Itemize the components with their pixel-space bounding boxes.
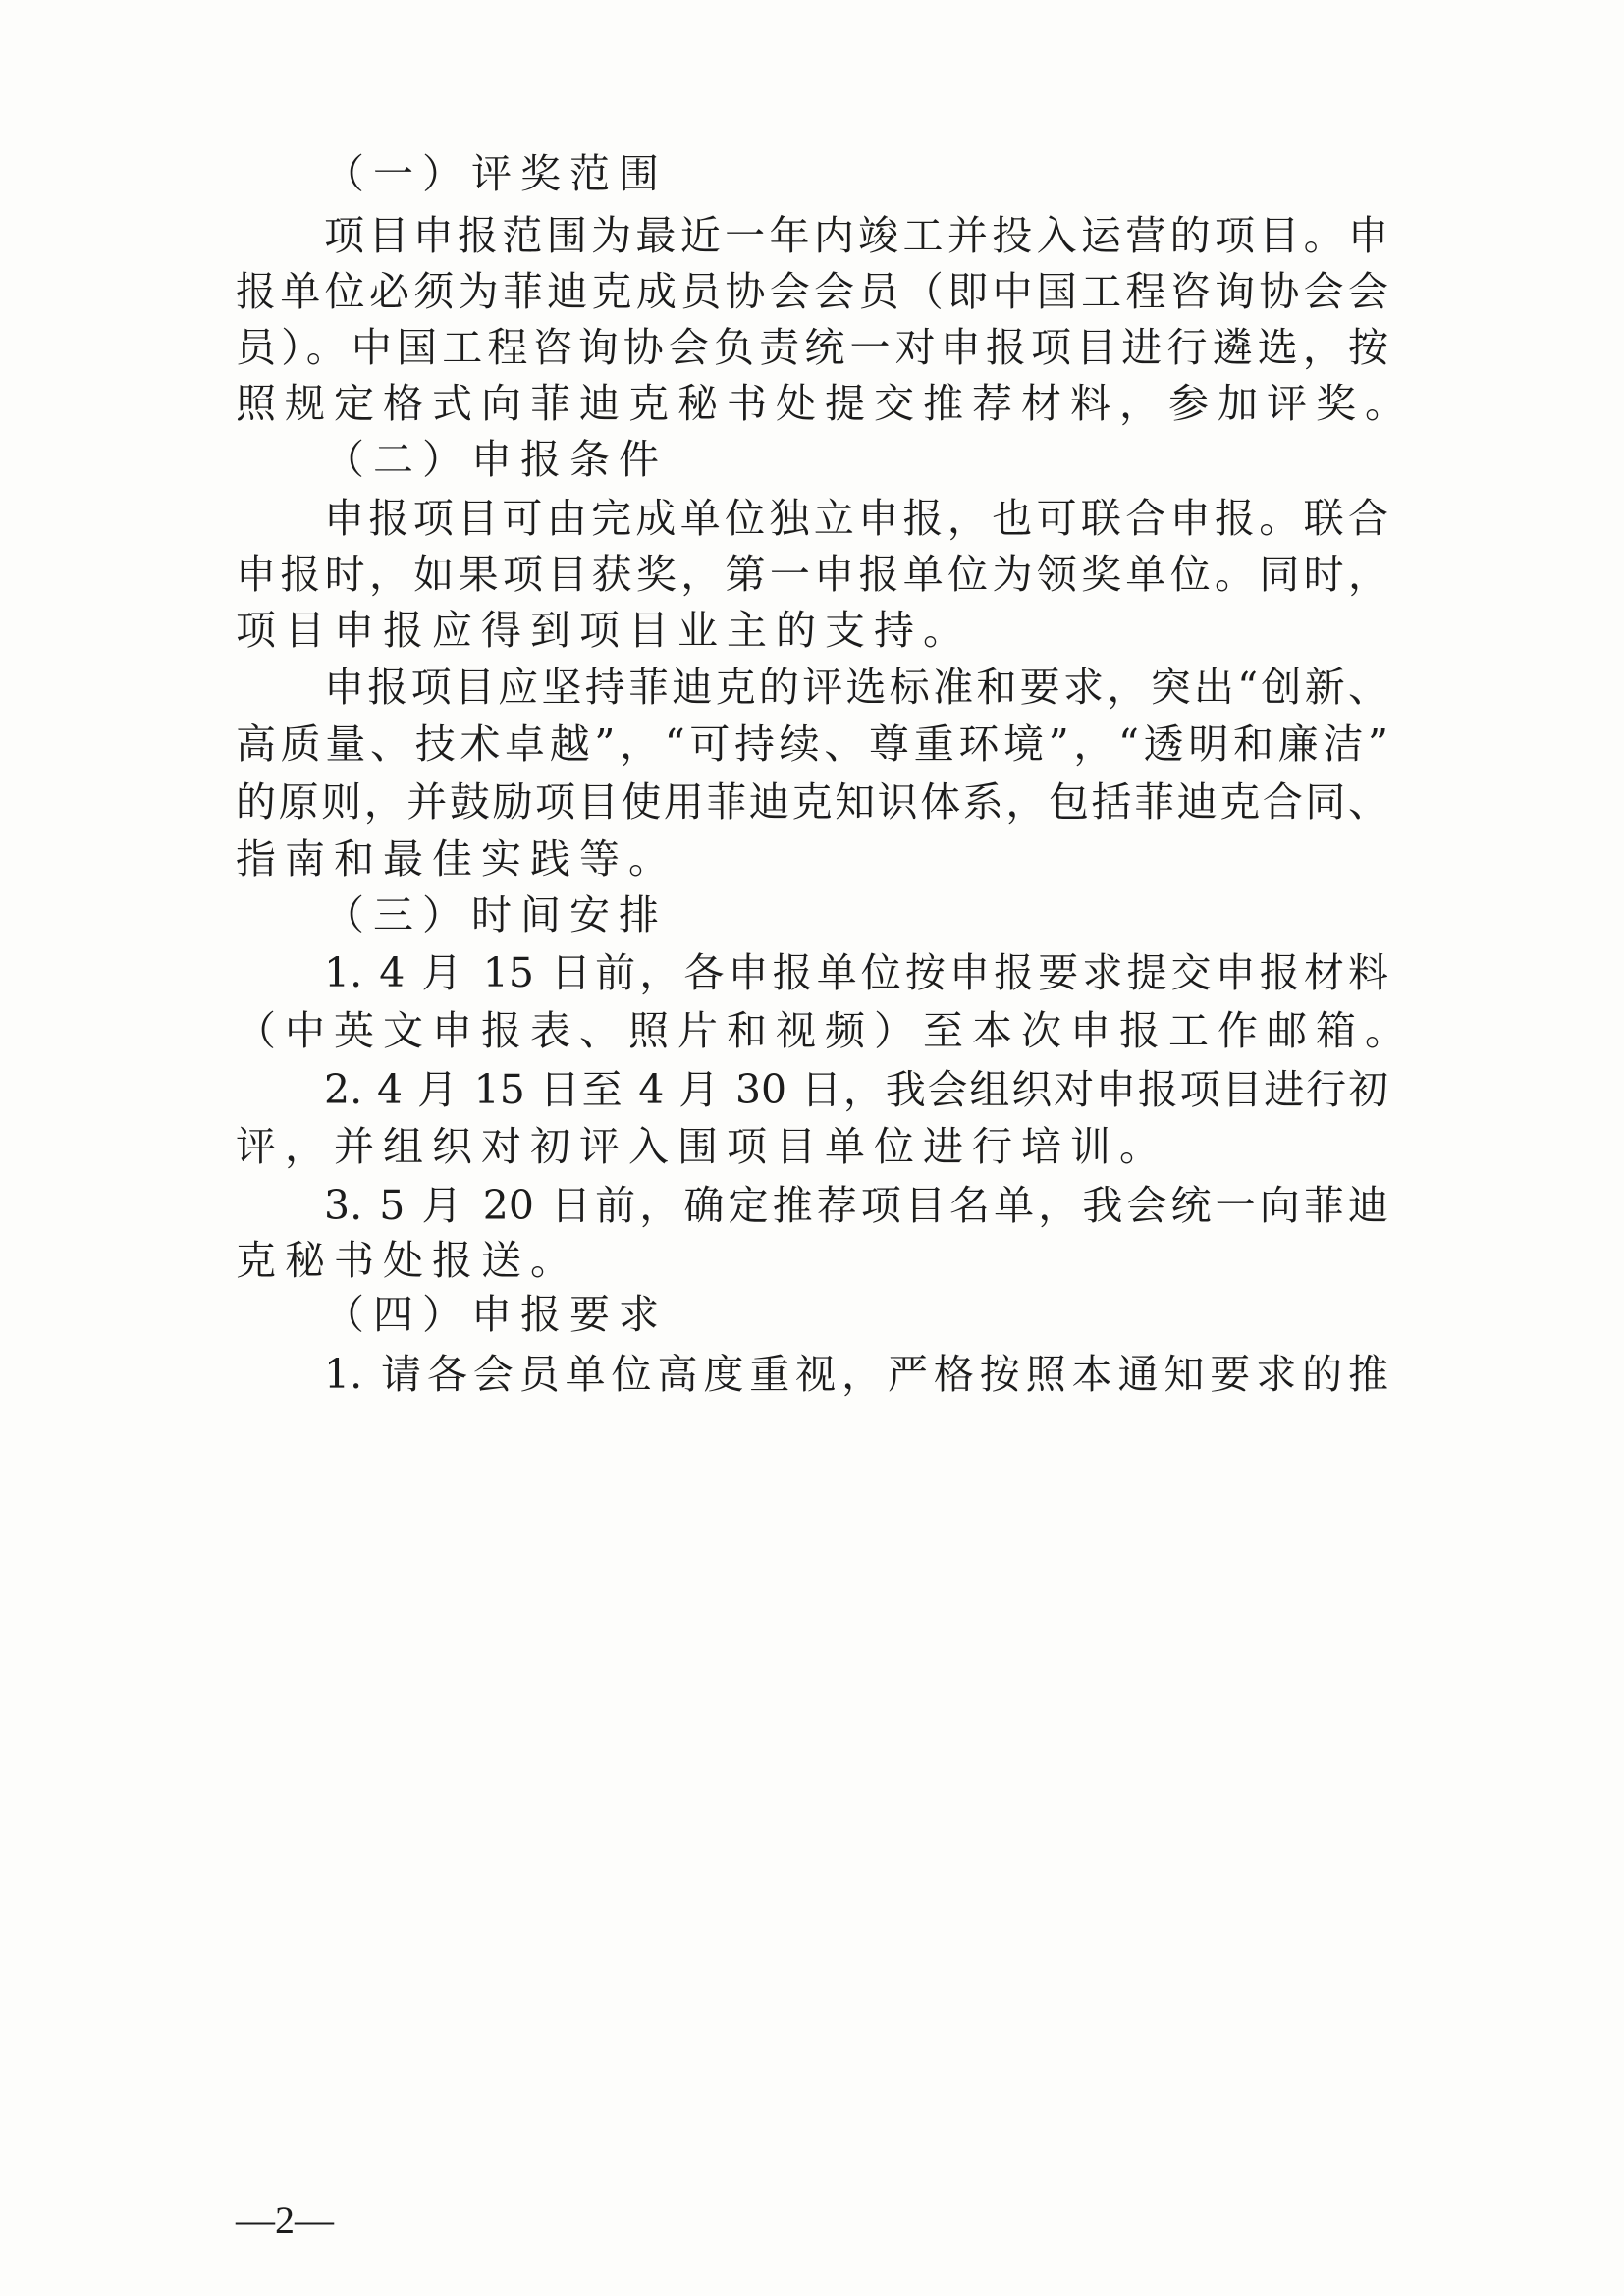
paragraph-line: 申报项目应坚持菲迪克的评选标准和要求，突出“创新、 xyxy=(324,664,1388,711)
paragraph-line: （中英文申报表、照片和视频）至本次申报工作邮箱。 xyxy=(236,1007,1414,1054)
paragraph-line: 的原则，并鼓励项目使用菲迪克知识体系，包括菲迪克合同、 xyxy=(236,778,1388,826)
page-number: —2— xyxy=(236,2198,334,2242)
paragraph-line: 评，并组织对初评入围项目单位进行培训。 xyxy=(236,1123,1168,1170)
section-heading-requirements: （四）申报要求 xyxy=(324,1291,668,1338)
section-heading-conditions: （二）申报条件 xyxy=(324,436,668,483)
paragraph-line: 高质量、技术卓越”，“可持续、尊重环境”，“透明和廉洁” xyxy=(236,721,1388,768)
paragraph-line: 2. 4 月 15 日至 4 月 30 日，我会组织对申报项目进行初 xyxy=(324,1066,1388,1113)
section-heading-schedule: （三）时间安排 xyxy=(324,891,668,938)
paragraph-line: 1. 4 月 15 日前，各申报单位按申报要求提交申报材料 xyxy=(324,949,1388,996)
section-heading-scope: （一）评奖范围 xyxy=(324,150,668,197)
paragraph-line: 员）。中国工程咨询协会负责统一对申报项目进行遴选，按 xyxy=(236,324,1388,371)
paragraph-line: 项目申报范围为最近一年内竣工并投入运营的项目。申 xyxy=(324,212,1388,259)
paragraph-line: 1. 请各会员单位高度重视，严格按照本通知要求的推 xyxy=(324,1351,1388,1398)
paragraph-line: 申报时，如果项目获奖，第一申报单位为领奖单位。同时， xyxy=(236,551,1388,598)
paragraph-line: 指南和最佳实践等。 xyxy=(236,835,677,882)
paragraph-line: 克秘书处报送。 xyxy=(236,1237,579,1284)
paragraph-line: 3. 5 月 20 日前，确定推荐项目名单，我会统一向菲迪 xyxy=(324,1182,1388,1229)
paragraph-line: 报单位必须为菲迪克成员协会会员（即中国工程咨询协会会 xyxy=(236,268,1388,315)
paragraph-line: 项目申报应得到项目业主的支持。 xyxy=(236,607,972,654)
paragraph-line: 申报项目可由完成单位独立申报，也可联合申报。联合 xyxy=(324,495,1388,542)
paragraph-line: 照规定格式向菲迪克秘书处提交推荐材料，参加评奖。 xyxy=(236,380,1414,427)
